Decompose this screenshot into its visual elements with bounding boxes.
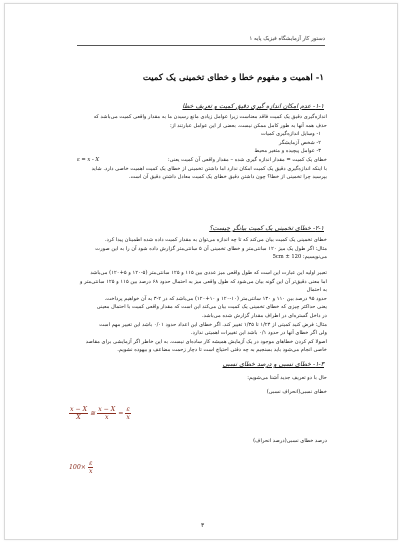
section-heading-3: ۱-۳- خطای نسبی و درصد خطای نسبی <box>222 361 324 368</box>
numerator: ε <box>126 406 130 413</box>
paragraph-line: حدود ۹۵ درصد بین ۱۱۰ و ۱۳۰ سانتی‌متر (۱۰-۱۲۰ و ۱۰+۱۲۰) می‌باشد که در ۲-۳ به آن خواهیم پرداخت. <box>104 295 327 302</box>
paragraph-line: بپرسید چرا تخمینی از خطا؟ چون داشتن دقیق خطای یک کمیت معادل داشتن دقیق آن است. <box>128 174 327 181</box>
equals-sign: = <box>118 410 124 417</box>
section-heading-2: ۲-۱- خطای تخمینی یک کمیت بیانگر چیست؟ <box>209 225 324 232</box>
relative-error-equation <box>69 406 131 421</box>
paragraph-line: خطای نسبی(انحراف نسبی) <box>266 388 327 395</box>
section-2-intro <box>77 236 327 262</box>
header-rule <box>77 45 325 46</box>
paragraph-line: حال با دو تعریف جدید آشنا می‌شویم: <box>247 375 327 381</box>
percent-error-label: درصد خطای نسبی(درصد انحراف) <box>253 438 327 444</box>
section-1-body <box>77 113 327 182</box>
percent-error-equation <box>69 460 94 475</box>
page-number: ۳ <box>201 522 205 529</box>
list-item: ۱- وسایل اندازه‌گیری کمیات <box>260 131 321 138</box>
denominator: x <box>89 468 93 475</box>
paragraph-line: اما معنی دقیق‌تر آن این گونه بیان می‌شود که طول واقعی میز به احتمال حدود ۶۸ درصد بین ۱۱۵ و ۱۲۵ سانتی‌متر و به احتمال <box>79 278 327 294</box>
paragraph-line: تعبیر اولیه این عبارت این است که طول واقعی میز عددی بین ۱۱۵ و ۱۲۵ سانتی‌متر (۵-۱۲۰ و ۵+۱۲۰) می‌باشد <box>90 270 327 276</box>
error-formula: ε = x - X <box>77 156 100 163</box>
section-heading-1: ۱-۱- عدم امکان اندازه گیری دقیق کمیت و تعریف خطا <box>182 103 324 110</box>
section-2-body <box>77 269 327 355</box>
document-page <box>4 3 398 540</box>
paragraph-line: می‌نویسیم: 120 ± 5cm <box>272 254 327 261</box>
fraction <box>97 406 116 421</box>
denominator: x <box>126 414 130 421</box>
section-3-intro <box>77 374 327 396</box>
denominator: X <box>76 414 81 421</box>
paragraph-line: اندازه‌گیری دقیق یک کمیت فاقد معناست زیرا عوامل زیادی مانع رسیدن ما به مقدار واقعی کمیت می‌باشد که <box>93 114 327 120</box>
denominator: x <box>104 414 109 421</box>
paragraph-line: اصولا کم کردن خطاهای موجود در یک آزمایش همیشه کار ساده‌ای نیست. به این خاطر اگر آزمایشی برای مقاصد <box>85 338 327 345</box>
percent-error-label-row <box>77 437 327 446</box>
paragraph-line: با اینکه اندازه‌گیری دقیق یک کمیت امکان ندارد اما داشتن تخمینی از خطای یک کمیت اهمیت خاصی دارد. شاید <box>91 165 327 172</box>
numerator: x − X <box>70 406 88 413</box>
percent-prefix: 100× <box>69 464 86 471</box>
paragraph-line: ولی اگر خطای آنها در حدود ۰/۱ باشد این تغییرات اهمیتی ندارد. <box>190 330 327 337</box>
fraction <box>88 460 94 475</box>
paragraph-line: مثال: فرض کنید کمیتی از ۱/۲۴ تا ۱/۳۵ تغییر کند. اگر خطای این اعداد حدود ۰/۰۱ باشد این تغییر مهم است <box>99 321 327 328</box>
error-definition-text: خطای یک کمیت = مقدار اندازه گیری شده – مقدار واقعی آن کمیت یعنی: <box>167 156 327 163</box>
paragraph-line: خطای تخمینی یک کمیت بیان می‌کند که تا چه اندازه می‌توان به مقدار کمیت داده شده اطمینان پیدا کرد. <box>104 237 327 243</box>
factor-list <box>77 130 327 156</box>
chapter-title: ۱- اهمیت و مفهوم خطا و خطای تخمینی یک کمیت <box>142 73 324 83</box>
paragraph-line: مثال: اگر طول یک میز ۱۲۰ سانتی‌متر و خطای تخمینی آن ۵ سانتی‌متر گزارش داده شود آن را به این صورت <box>95 245 327 252</box>
fraction <box>125 406 131 421</box>
error-definition-row <box>77 156 327 165</box>
running-header: دستور کار آزمایشگاه فیزیک پایه ۱ <box>249 36 325 42</box>
paragraph-line: در داخل گستره‌ای در اطراف مقدار گزارش شده می‌باشد. <box>201 312 327 319</box>
list-item: ۳- عوامل پیچیده و متغیر محیط <box>254 148 321 155</box>
paragraph-line: خاصی انجام می‌شود باید بسنجیم به چه دقتی احتیاج است تا دچار زحمت مضاعف و بیهوده نشویم. <box>117 347 327 354</box>
list-item: ۲- شخص آزمایشگر <box>278 139 321 146</box>
numerator: ε <box>89 460 93 467</box>
numerator: x − X <box>98 406 116 413</box>
approx-sign: ≅ <box>90 410 96 417</box>
fraction <box>69 406 88 421</box>
paragraph-line: یعنی حداکثر چیزی که خطای تخمینی یک کمیت بیان می‌کند این است که مقدار واقعی کمیت با احتمال معینی <box>96 304 327 311</box>
paragraph-line: حذف همه آنها به طور کامل ممکن نیست. بعضی از این عوامل عبارتند از: <box>169 122 327 129</box>
